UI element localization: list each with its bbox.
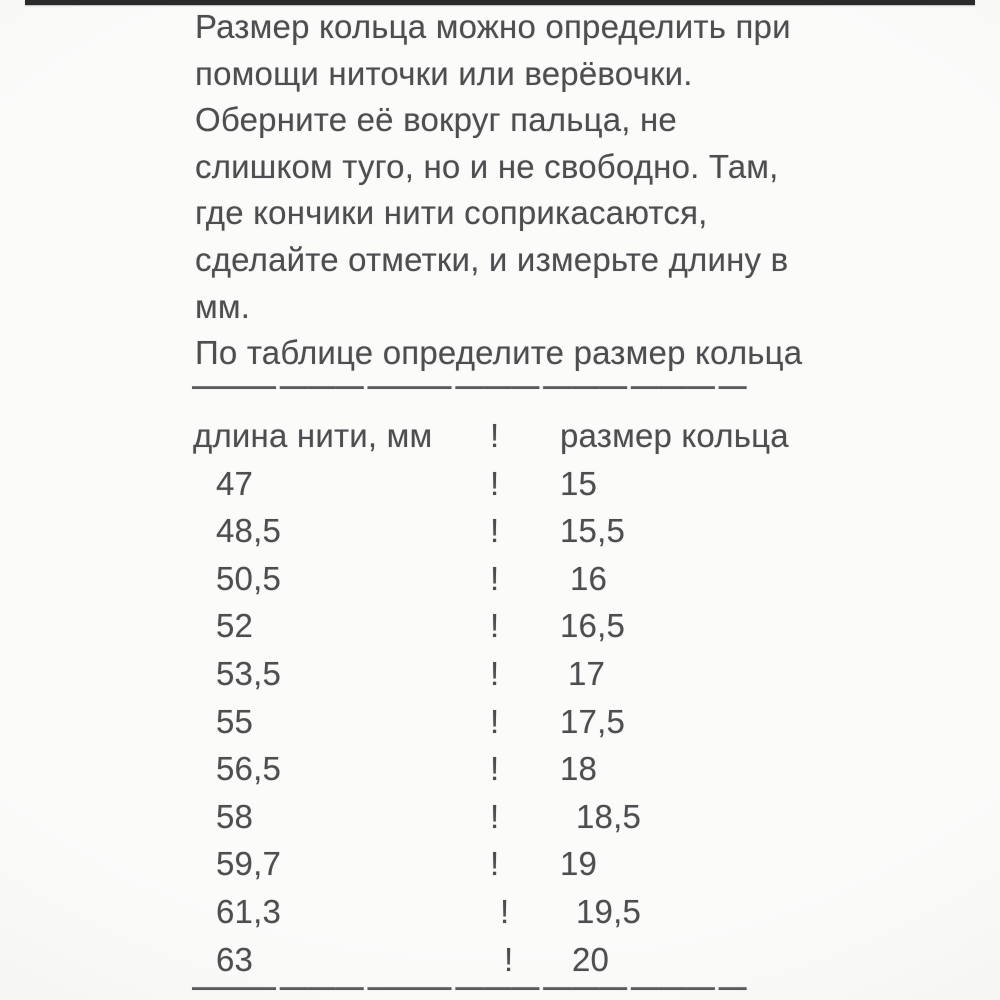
row-separator-mark: !: [490, 702, 500, 740]
table-row: [193, 507, 833, 555]
row-separator-mark: !: [500, 892, 510, 930]
ring-size-value: 18: [560, 750, 598, 788]
row-separator-mark: !: [490, 797, 500, 835]
row-separator-mark: !: [490, 845, 500, 883]
row-separator-mark: !: [490, 464, 500, 502]
table-body: [193, 460, 833, 984]
row-separator-mark: !: [490, 607, 500, 645]
ring-size-value: 16: [570, 559, 608, 597]
thread-length-value: 59,7: [216, 845, 282, 883]
intro-line: Размер кольца можно определить при: [195, 8, 791, 45]
intro-line: По таблице определите размер кольца: [195, 334, 803, 372]
column-separator-mark: !: [490, 417, 500, 454]
ring-size-table: [193, 412, 833, 983]
thread-length-value: 58: [216, 797, 254, 835]
thread-length-value: 47: [216, 464, 254, 502]
thread-length-value: 56,5: [216, 750, 282, 788]
intro-line: сделайте отметки, и измерьте длину в: [195, 240, 789, 278]
divider-line-bottom: ——— ——— ——— ——— ——— ——— —: [192, 971, 747, 1000]
row-separator-mark: !: [490, 512, 500, 550]
intro-line: мм.: [195, 287, 251, 325]
table-row: [193, 888, 833, 936]
thread-length-value: 48,5: [216, 512, 282, 550]
table-row: [193, 745, 833, 793]
table-row: [193, 793, 833, 841]
thread-length-value: 63: [216, 940, 254, 978]
table-row: [193, 460, 833, 508]
row-separator-mark: !: [490, 654, 500, 692]
intro-paragraph: [195, 4, 855, 377]
thread-length-value: 50,5: [216, 559, 282, 597]
thread-length-value: 61,3: [216, 892, 282, 930]
ring-size-value: 15: [560, 464, 598, 502]
intro-line: где кончики нити соприкасаются,: [195, 194, 708, 232]
intro-line: слишком туго, но и не свободно. Там,: [195, 147, 779, 185]
thread-length-value: 52: [216, 607, 254, 645]
divider-line-top: ——— ——— ——— ——— ——— ——— —: [192, 370, 747, 401]
table-row: [193, 840, 833, 888]
table-row: [193, 555, 833, 603]
table-header-row: [193, 412, 833, 460]
intro-line: помощи ниточки или верёвочки.: [195, 54, 693, 92]
ring-size-value: 20: [572, 940, 610, 978]
row-separator-mark: !: [504, 940, 514, 978]
row-separator-mark: !: [490, 750, 500, 788]
row-separator-mark: !: [490, 559, 500, 597]
table-row: [193, 602, 833, 650]
ring-size-value: 17,5: [560, 702, 626, 740]
table-row: [193, 698, 833, 746]
ring-size-value: 15,5: [560, 512, 626, 550]
ring-size-value: 18,5: [576, 797, 642, 835]
ring-size-value: 17: [568, 654, 606, 692]
thread-length-value: 55: [216, 702, 254, 740]
ring-size-value: 19,5: [576, 892, 642, 930]
intro-line: Оберните её вокруг пальца, не: [195, 101, 677, 139]
ring-size-value: 19: [560, 845, 598, 883]
column-header-thread-length: длина нити, мм: [193, 417, 433, 454]
thread-length-value: 53,5: [216, 654, 282, 692]
column-header-ring-size: размер кольца: [560, 417, 789, 454]
table-row: [193, 650, 833, 698]
ring-size-value: 16,5: [560, 607, 626, 645]
